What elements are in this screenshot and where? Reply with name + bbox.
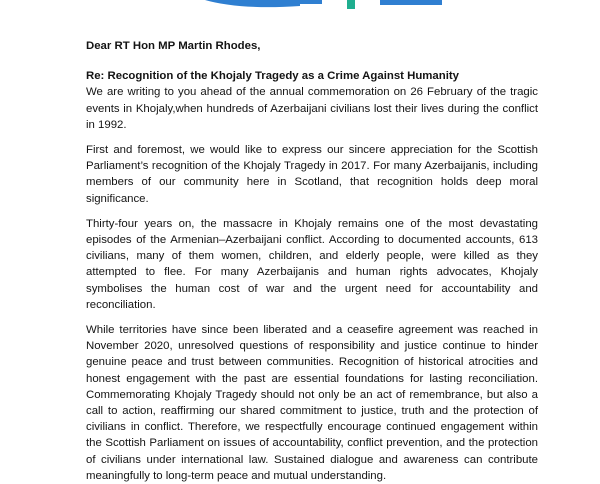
paragraph-appreciation: First and foremost, we would like to express our sincere appreciation for the Scottish Parliament’s recognition of the Khojaly Tragedy in 2017. For many Azerbaijanis, including members of our community here in Scotland, that recognition holds deep moral significance.: [86, 144, 538, 205]
logo-blue-bar: [262, 0, 322, 4]
letterhead-logo-fragment: [0, 0, 600, 12]
paragraph-massacre: Thirty-four years on, the massacre in Khojaly remains one of the most devastating episodes of the Armenian–Azerbaijani conflict. According to documented accounts, 613 civilians, many of them women, children, and elderly people, were killed as they attempted to flee. For many Azerbaijanis and human rights advocates, Khojaly symbolises the human cost of war and the urgent need for accountability and reconciliation.: [86, 217, 538, 311]
paragraph-intro: We are writing to you ahead of the annual commemoration on 26 February of the tragic events in Khojaly,when hundreds of Azerbaijani civilians lost their lives during the conflict in 1992.: [86, 86, 538, 131]
paragraph-reconciliation: While territories have since been liberated and a ceasefire agreement was reached in November 2020, unresolved questions of responsibility and justice continue to hinder genuine peace and trust between communities. Recognition of historical atrocities and honest engagement with the past are essential foundations for lasting reconciliation. Commemorating Khojaly Tragedy should not only be an act of remembrance, but also a call to action, reaffirming our shared commitment to justice, truth and the protection of civilians in conflict. Therefore, we respectfully encourage continued engagement within the Scottish Parliament on issues of accountability, conflict prevention, and the protection of civilians under international law. Sustained dialogue and awareness can contribute meaningfully to long-term peace and mutual understanding.: [86, 324, 538, 482]
subject-line: Re: Recognition of the Khojaly Tragedy as a Crime Against Humanity: [86, 70, 460, 83]
letter-body: [86, 38, 538, 484]
logo-blue-right: [380, 0, 442, 5]
salutation: Dear RT Hon MP Martin Rhodes,: [86, 40, 261, 52]
logo-green-mark: [347, 0, 355, 9]
